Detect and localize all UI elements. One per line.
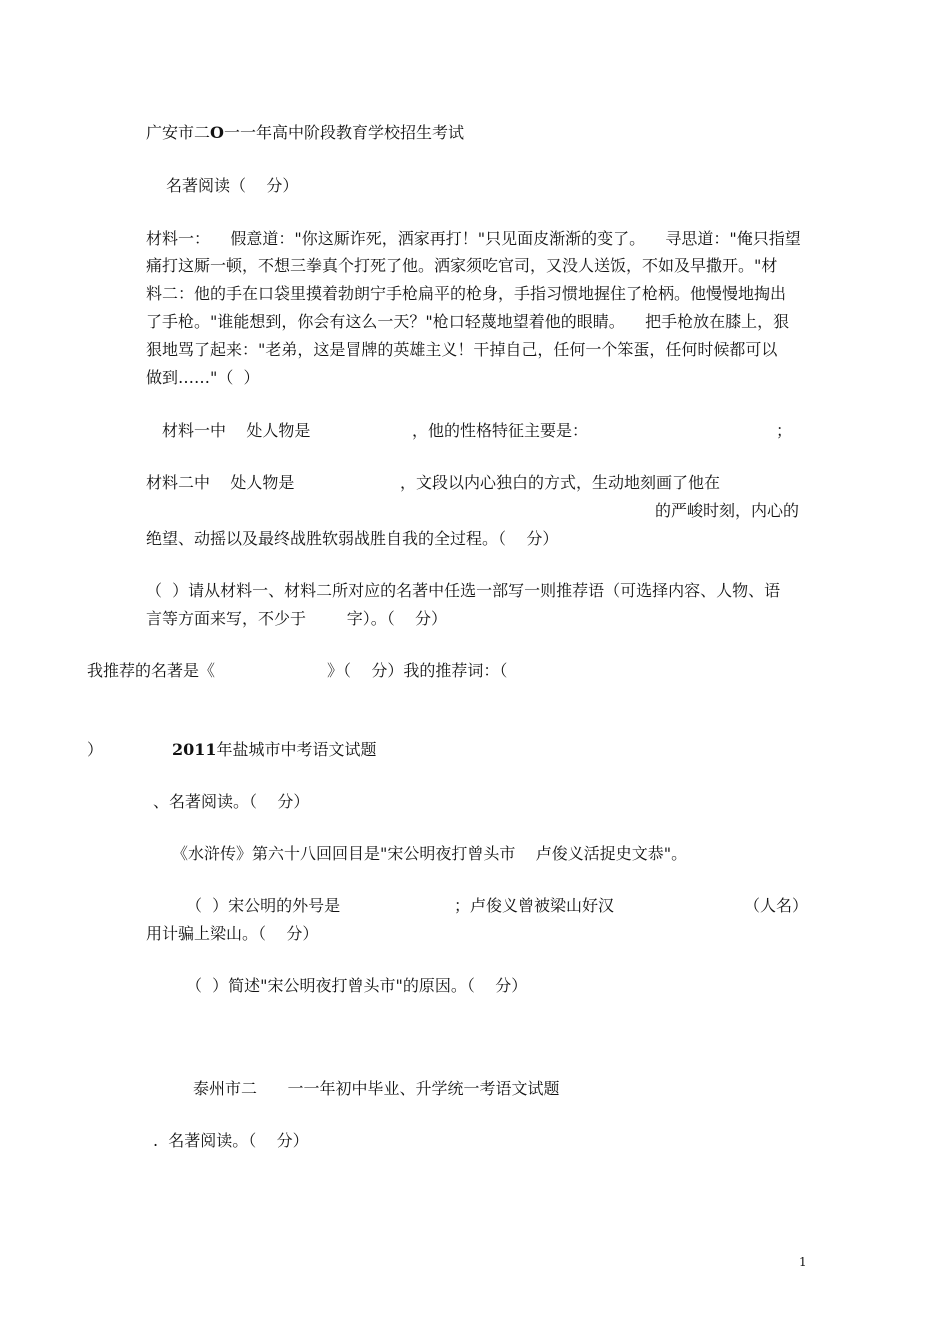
exam1-title-part-b: 一一年高中阶段教育学校招生考试 [223,123,464,142]
question1-part-b: ，他的性格特征主要是： [412,421,589,440]
material-line-1: 材料一： 假意道："你这厮诈死，洒家再打！"只见面皮渐渐的变了。 寻思道："俺只指望 [146,229,801,248]
subquestion1-part-a: （ ）宋公明的外号是 [186,896,341,915]
material-line-5: 狠地骂了起来："老弟，这是冒牌的英雄主义！干掉自己，任何一个笨蛋，任何时候都可以 [146,340,778,359]
page-number: 1 [799,1255,807,1269]
material-line-6: 做到……"（ ） [146,368,260,387]
recommendation-part-b: 》（ 分）我的推荐词：（ [327,661,508,680]
exam2-title [172,740,377,760]
shuihu-chapter-line: 《水浒传》第六十八回回目是"宋公明夜打曾头市 卢俊义活捉史文恭"。 [172,844,688,863]
material-line-4: 了手枪。"谁能想到，你会有这么一天？"枪口轻蔑地望着他的眼睛。 把手枪放在膝上，狠 [146,312,790,331]
exam1-title-part-a: 广安市二 [146,123,211,142]
question2-line-2: 的严峻时刻，内心的 [655,501,800,520]
exam2-title-rest: 年盐城市中考语文试题 [216,740,377,759]
material-line-2: 痛打这厮一顿，不想三拳真个打死了他。洒家须吃官司，又没人送饭，不如及早撒开。"材 [146,256,778,275]
exam2-title-year: 2011 [172,740,217,759]
subquestion2-line: （ ）简述"宋公明夜打曾头市"的原因。（ 分） [186,976,528,995]
question2-part-b: ，文段以内心独白的方式，生动地刻画了他在 [400,473,721,492]
question2-part-a: 材料二中 处人物是 [146,473,295,492]
section3-heading: . 名著阅读。（ 分） [153,1131,309,1150]
subquestion1-part-c: （人名） [744,896,809,915]
recommendation-close: ） [87,740,104,759]
recommendation-part-a: 我推荐的名著是《 [87,661,216,680]
section1-heading: 名著阅读（ 分） [166,176,299,195]
question1-part-c: ； [776,421,793,440]
material-line-3: 料二：他的手在口袋里摸着勃朗宁手枪扁平的枪身，手指习惯地握住了枪柄。他慢慢地掏出 [146,284,787,303]
exam3-title: 泰州市二 一一年初中毕业、升学统一考语文试题 [193,1079,560,1098]
exam1-title-letter-o: O [210,123,224,142]
question3-line-2: 言等方面来写，不少于 字）。（ 分） [146,609,448,628]
question1-part-a: 材料一中 处人物是 [162,421,311,440]
question2-line-3: 绝望、动摇以及最终战胜软弱战胜自我的全过程。（ 分） [146,529,559,548]
subquestion1-line-2: 用计骗上梁山。（ 分） [146,924,319,943]
section2-heading: 、名著阅读。（ 分） [153,792,310,811]
question3-line-1: （ ）请从材料一、材料二所对应的名著中任选一部写一则推荐语（可选择内容、人物、语 [146,581,781,600]
exam1-title [146,123,464,143]
subquestion1-part-b: ；卢俊义曾被梁山好汉 [454,896,615,915]
